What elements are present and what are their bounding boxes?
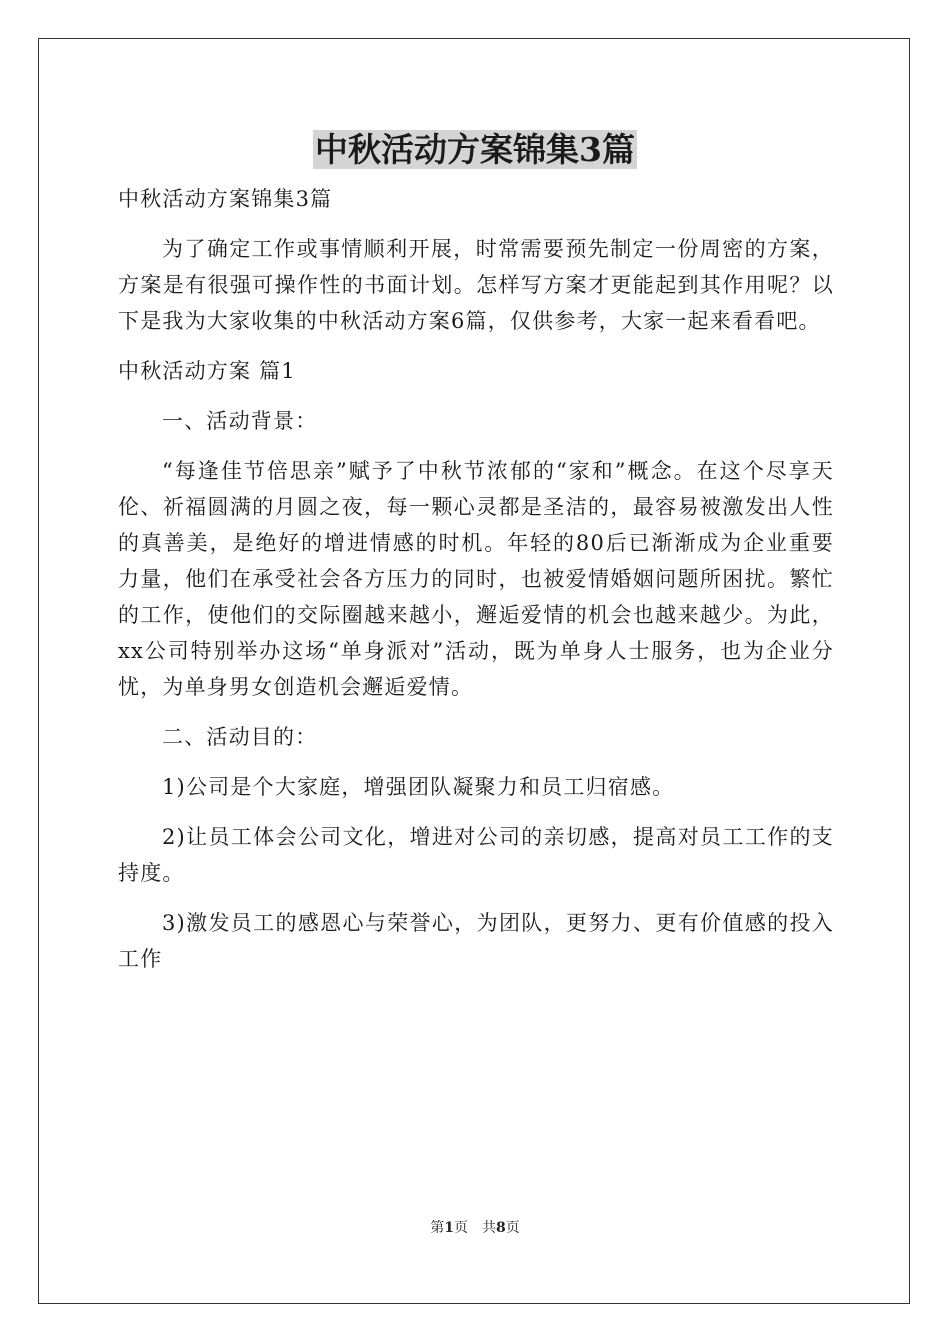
footer-page-unit: 页 — [454, 1220, 468, 1236]
footer-page-number: 1 — [444, 1220, 454, 1236]
document-body — [118, 181, 834, 991]
purpose-item-2: 2)让员工体会公司文化，增进对公司的亲切感，提高对员工工作的支持度。 — [118, 825, 834, 885]
purpose-item-1: 1)公司是个大家庭，增强团队凝聚力和员工归宿感。 — [162, 775, 675, 799]
footer-page-prefix: 第 — [430, 1220, 445, 1236]
purpose-heading: 二、活动目的： — [162, 725, 318, 749]
purpose-item-3: 3)激发员工的感恩心与荣誉心，为团队，更努力、更有价值感的投入工作 — [118, 911, 834, 971]
footer-total-prefix: 共 — [482, 1220, 496, 1236]
page-footer — [0, 1218, 950, 1238]
document-title-text: 中秋活动方案锦集3篇 — [315, 130, 635, 169]
section-heading: 中秋活动方案 篇1 — [118, 359, 296, 383]
footer-total-unit: 页 — [505, 1220, 520, 1236]
footer-total-pages: 8 — [496, 1220, 506, 1236]
document-title — [0, 126, 950, 174]
background-paragraph: “每逢佳节倍思亲”赋予了中秋节浓郁的“家和”概念。在这个尽享天伦、祈福圆满的月圆之夜，每一颗心灵都是圣洁的，最容易被激发出人性的真善美，是绝好的增进情感的时机。年轻的80后已渐渐成为企业重要力量，他们在承受社会各方压力的同时，也被爱情婚姻问题所困扰。繁忙的工作，使他们的交际圈越来越小，邂逅爱情的机会也越来越少。为此，xx公司特别举办这场“单身派对”活动，既为单身人士服务，也为企业分忧，为单身男女创造机会邂逅爱情。 — [118, 459, 834, 699]
intro-paragraph: 为了确定工作或事情顺利开展，时常需要预先制定一份周密的方案，方案是有很强可操作性的书面计划。怎样写方案才更能起到其作用呢？以下是我为大家收集的中秋活动方案6篇，仅供参考，大家一起来看看吧。 — [118, 237, 834, 333]
background-heading: 一、活动背景： — [162, 409, 318, 433]
subtitle-paragraph: 中秋活动方案锦集3篇 — [118, 187, 333, 211]
